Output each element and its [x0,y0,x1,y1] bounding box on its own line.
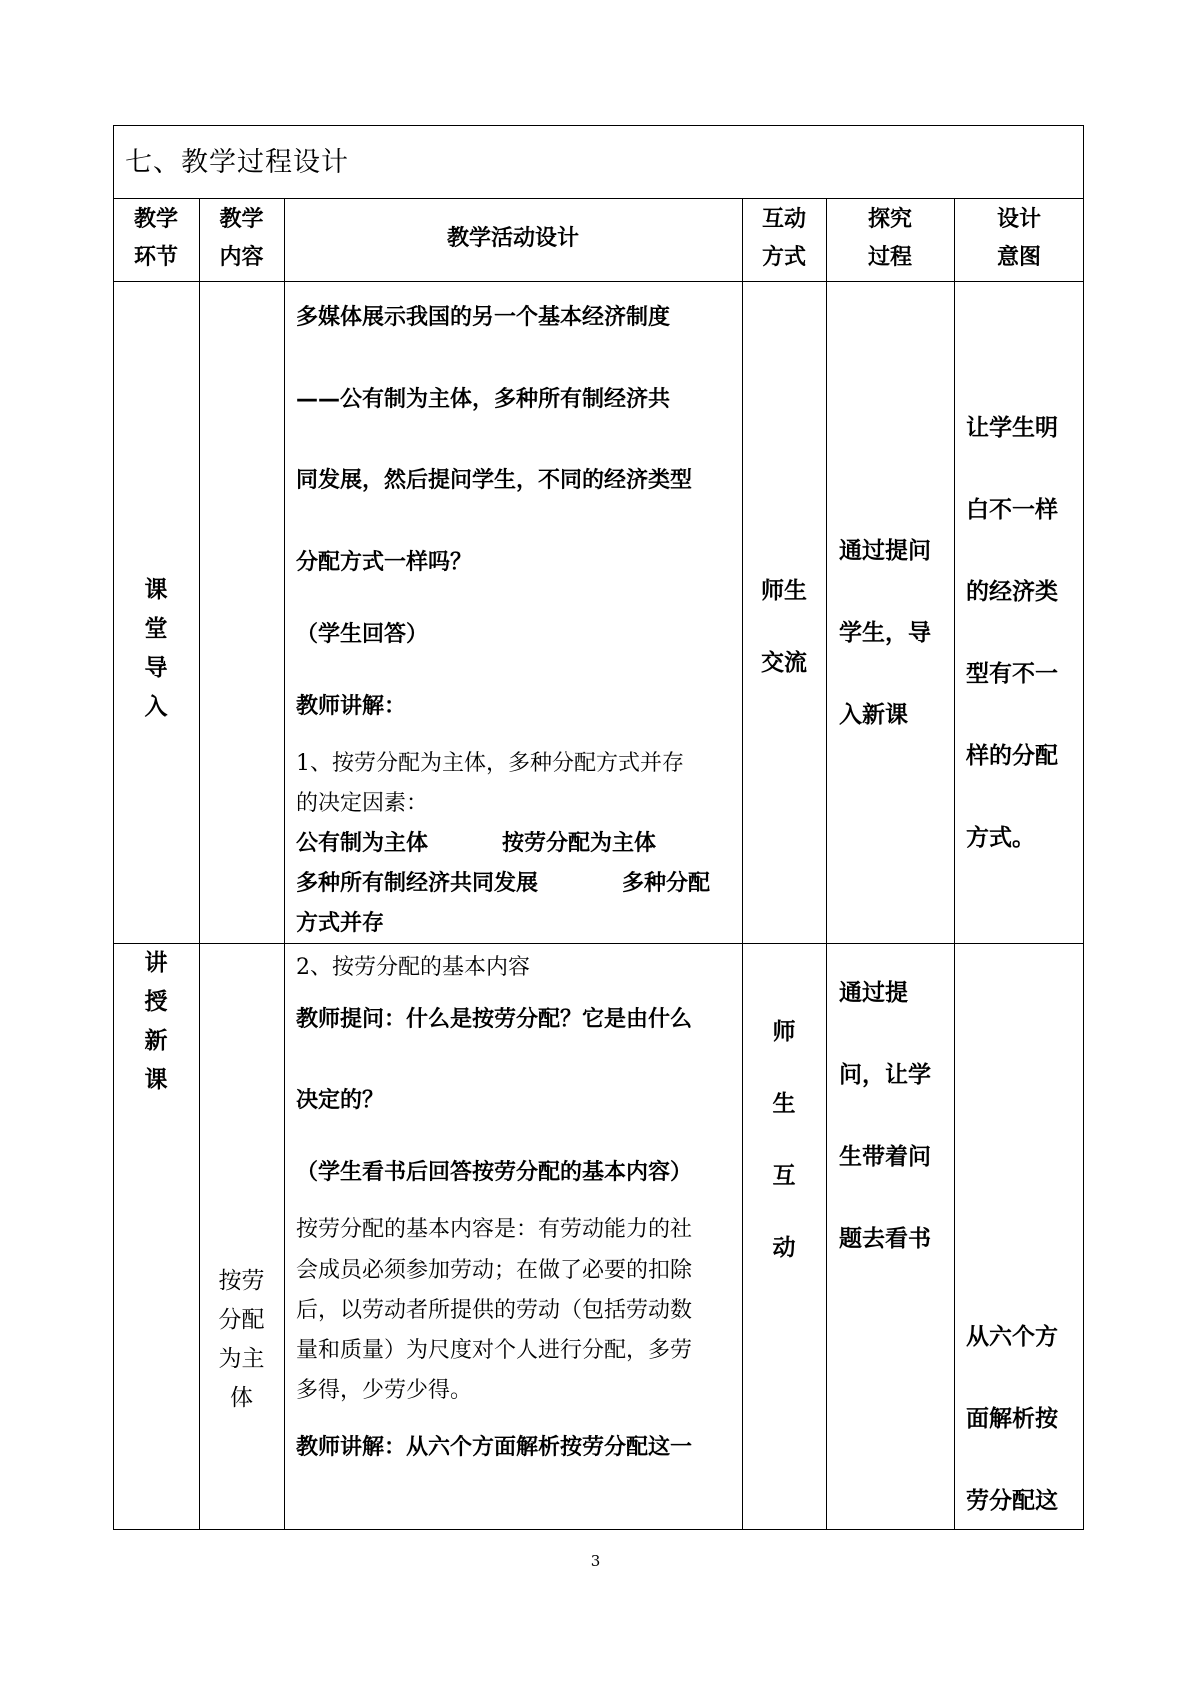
stage-char: 新 [144,1028,168,1054]
header-stage-line: 教学 [133,207,178,232]
inquiry-line: 题去看书 [839,1226,931,1252]
row2-activity-line: 量和质量）为尺度对个人进行分配，多劳 [296,1338,693,1363]
content-line: 为主 [218,1346,265,1372]
intent-line: 的经济类 [966,579,1058,605]
row1-activity-line: 方式并存 [296,911,385,936]
row1-intent [954,387,1084,879]
header-content-line: 内容 [219,245,264,270]
header-stage-line: 环节 [133,245,178,270]
row1-activity-line: 分配方式一样吗？ [296,550,473,575]
inquiry-line: 学生，导 [839,620,931,646]
header-inquiry-line: 过程 [867,245,912,270]
interaction-char: 师 [772,1019,796,1045]
inquiry-line: 通过提问 [839,538,931,564]
stage-char: 授 [144,989,168,1015]
content-line: 分配 [218,1307,265,1333]
row1-activity-line: 多种所有制经济共同发展 [296,871,539,896]
header-intent [954,201,1084,277]
interaction-char: 生 [772,1091,796,1117]
intent-line: 从六个方 [966,1324,1058,1350]
header-interaction-line: 互动 [761,207,806,232]
row1-stage [113,571,199,727]
row2-activity-line: 会成员必须参加劳动；在做了必要的扣除 [296,1258,693,1283]
row2-activity-line: （学生看书后回答按劳分配的基本内容） [296,1160,693,1185]
title-row-divider [113,198,1084,199]
col-divider-4 [826,198,827,1530]
header-activity: 教学活动设计 [446,226,579,251]
content-line: 按劳 [218,1268,265,1294]
header-interaction-line: 方式 [761,245,806,270]
header-inquiry [826,201,954,277]
intent-line: 方式。 [966,825,1035,851]
row2-content [199,1262,284,1418]
row1-inquiry [826,510,954,756]
inquiry-line: 生带着问 [839,1144,931,1170]
row1-activity-line: 的决定因素： [296,791,429,816]
page-number: 3 [590,1552,601,1570]
row1-activity-line: 教师讲解： [296,694,407,719]
stage-char: 课 [144,577,168,603]
header-content [199,201,284,277]
row2-activity-line: 多得，少劳少得。 [296,1378,473,1403]
header-interaction [742,201,826,277]
row2-interaction [742,996,826,1284]
row1-activity-line: 同发展，然后提问学生，不同的经济类型 [296,468,693,493]
row2-activity-line: 2、按劳分配的基本内容 [296,955,530,980]
row1-activity-line: 1、按劳分配为主体，多种分配方式并存 [296,751,684,776]
row2-activity-line: 教师讲解：从六个方面解析按劳分配这一 [296,1435,693,1460]
stage-char: 堂 [144,616,168,642]
row2-activity-line: 决定的？ [296,1088,385,1113]
header-row-divider [113,281,1084,282]
stage-char: 入 [144,694,168,720]
interaction-line: 交流 [761,650,807,676]
intent-line: 型有不一 [966,661,1058,687]
intent-line: 样的分配 [966,743,1058,769]
row1-activity-line: 按劳分配为主体 [502,831,657,856]
inquiry-line: 问，让学 [839,1062,931,1088]
interaction-char: 互 [772,1163,796,1189]
header-content-line: 教学 [219,207,264,232]
header-intent-line: 设计 [996,207,1041,232]
row2-activity-line: 教师提问：什么是按劳分配？它是由什么 [296,1007,693,1032]
inquiry-line: 通过提 [839,980,908,1006]
header-stage [113,201,199,277]
row2-intent [954,1296,1084,1542]
section-title: 七、教学过程设计 [125,147,349,178]
stage-char: 导 [144,655,168,681]
interaction-char: 动 [772,1235,796,1261]
row1-activity-line: 多媒体展示我国的另一个基本经济制度 [296,305,671,330]
row1-activity-line: ——公有制为主体，多种所有制经济共 [296,387,671,412]
row2-activity-line: 后，以劳动者所提供的劳动（包括劳动数 [296,1298,693,1323]
row2-activity-line: 按劳分配的基本内容是：有劳动能力的社 [296,1217,693,1242]
row1-divider [113,943,1084,944]
interaction-line: 师生 [761,578,807,604]
header-intent-line: 意图 [996,245,1041,270]
intent-line: 劳分配这 [966,1488,1058,1514]
stage-char: 讲 [144,950,168,976]
row2-stage [113,944,199,1100]
inquiry-line: 入新课 [839,702,908,728]
header-inquiry-line: 探究 [867,207,912,232]
intent-line: 白不一样 [966,497,1058,523]
row1-activity-line: （学生回答） [296,622,429,647]
content-line: 体 [230,1385,253,1411]
row1-activity-line: 多种分配 [622,871,711,896]
col-divider-2 [284,198,285,1530]
row1-interaction [742,555,826,699]
intent-line: 让学生明 [966,415,1058,441]
stage-char: 课 [144,1067,168,1093]
intent-line: 面解析按 [966,1406,1058,1432]
row1-activity-line: 公有制为主体 [296,831,429,856]
row2-inquiry [826,952,954,1280]
col-divider-3 [742,198,743,1530]
